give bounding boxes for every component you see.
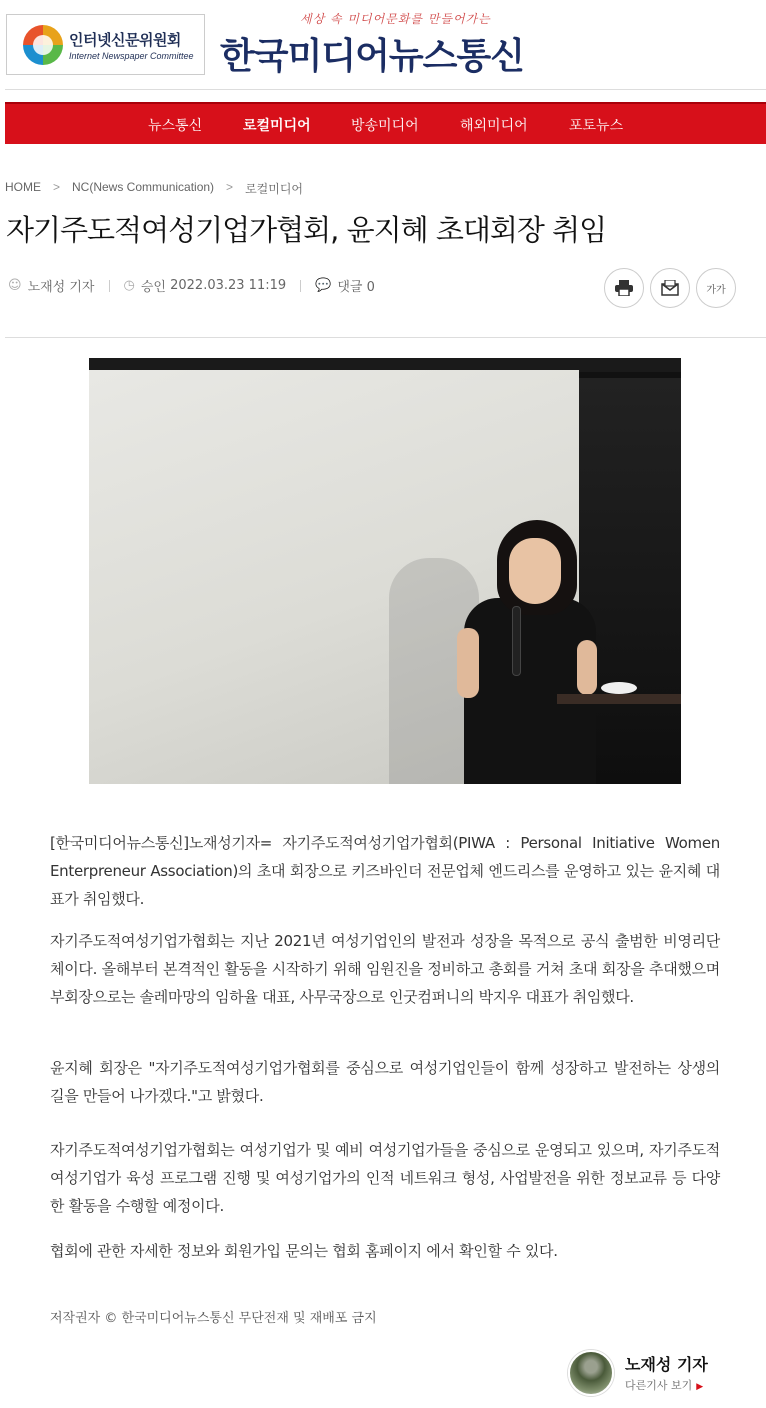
print-icon [615,280,633,296]
comment-meta[interactable] [315,276,375,295]
comment-count[interactable]: 댓글 0 [337,280,375,295]
microphone [512,606,521,676]
paragraph: 자기주도적여성기업가협회는 지난 2021년 여성기업인의 발전과 성장을 목적으로 공식 출범한 비영리단체이다. 올해부터 본격적인 활동을 시작하기 위해 임원진을 정비하고 총회를 거쳐 초대 회장을 추대했으며 부회장으로는 솔레마망의 임하율 대표, 사무국장으로 인굿컴퍼니의 박지우 대표가 취임했다. [50,932,720,1006]
user-icon: ☺ [8,278,22,293]
comment-icon: 💬 [315,278,332,293]
nav-item-local-media[interactable]: 로컬미디어 [243,118,311,134]
approved-datetime: 2022.03.23 11:19 [170,278,287,293]
breadcrumb-section[interactable]: NC(News Communication) [72,180,215,194]
paragraph: [한국미디어뉴스통신]노재성기자= 자기주도적여성기업가협회(PIWA : Personal Initiative Women Enterpreneur Association)의 초대 회장으로 키즈바인더 전문업체 엔드리스를 운영하고 있는 윤지혜 대표가 취임했다. [50,834,720,908]
header-divider [5,89,766,90]
email-icon [661,280,679,296]
breadcrumb-home[interactable]: HOME [5,180,41,194]
breadcrumb [5,180,303,197]
font-size-button[interactable]: 가가 [696,268,736,308]
copyright-notice: 저작권자 © 한국미디어뉴스통신 무단전재 및 재배포 금지 [50,1311,377,1326]
site-header [0,0,766,90]
date-meta [124,276,287,295]
paragraph: 자기주도적여성기업가협회는 여성기업가 및 예비 여성기업가들을 중심으로 운영되고 있으며, 자기주도적 여성기업가 육성 프로그램 진행 및 여성기업가의 인적 네트워크 형성, 사업발전을 위한 정보교류 등 다양한 활동을 수행할 예정이다. [50,1141,720,1215]
other-articles-link[interactable] [625,1377,703,1393]
meta-divider [109,280,110,292]
nav-item-broadcast-media[interactable]: 방송미디어 [351,118,419,134]
internet-newspaper-committee-logo[interactable] [6,14,205,75]
avatar[interactable] [568,1350,614,1396]
paragraph: 윤지혜 회장은 "자기주도적여성기업가협회를 중심으로 여성기업인들이 함께 성장하고 발전하는 상생의 길을 만들어 나가겠다."고 밝혔다. [50,1059,720,1105]
breadcrumb-current[interactable]: 로컬미디어 [245,182,304,196]
arrow-right-icon: ▶ [696,1382,704,1392]
site-logo-title[interactable]: 한국미디어뉴스통신 [220,36,524,77]
committee-name-en: Internet Newspaper Committee [69,50,194,61]
meta-divider [300,280,301,292]
email-button[interactable] [650,268,690,308]
site-slogan: 세상 속 미디어문화를 만들어가는 [300,12,491,26]
article-tools [604,268,736,308]
nav-item-overseas-media[interactable]: 해외미디어 [460,118,528,134]
nav-item-photo-news[interactable]: 포토뉴스 [569,118,624,134]
approved-label: 승인 [140,280,166,295]
article-meta [8,276,375,295]
article-photo [89,358,681,784]
committee-name-ko: 인터넷신문위원회 [69,30,181,49]
author-name: 노재성 기자 [27,280,95,295]
paragraph: 협회에 관한 자세한 정보와 회원가입 문의는 협회 홈페이지 에서 확인할 수 있다. [50,1242,558,1260]
main-nav [5,102,766,144]
committee-emblem-icon [23,25,63,65]
speaker-figure [464,598,596,784]
clock-icon: ◷ [123,278,135,293]
author-meta [8,276,95,295]
reporter-name[interactable]: 노재성 기자 [625,1355,708,1374]
chevron-right-icon: > [226,180,234,194]
print-button[interactable] [604,268,644,308]
other-articles-label[interactable]: 다른기사 보기 [625,1379,693,1392]
meta-divider-line [5,337,766,338]
article-title: 자기주도적여성기업가협회, 윤지혜 초대회장 취임 [6,213,607,247]
reporter-box [568,1348,766,1398]
chevron-right-icon: > [53,180,61,194]
nav-item-news-communication[interactable]: 뉴스통신 [148,118,203,134]
